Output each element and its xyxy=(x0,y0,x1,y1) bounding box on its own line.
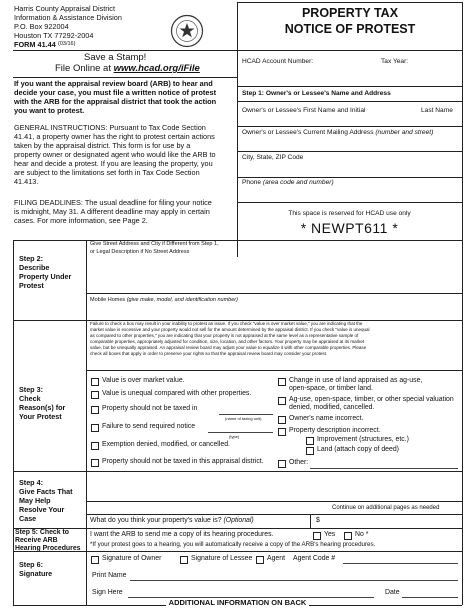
property-value-field[interactable] xyxy=(324,515,460,527)
option-description: Property description incorrect. xyxy=(289,427,381,434)
sign-here-label: Sign Here xyxy=(92,589,123,596)
type-note: (type) xyxy=(229,434,240,439)
signature-field[interactable] xyxy=(128,587,374,597)
continue-note: Continue on additional pages as needed xyxy=(332,505,440,511)
instructions-line-5: hear and decide a protest. If you are leasing the property, you xyxy=(14,159,213,168)
stamp-line-1: Save a Stamp! xyxy=(84,52,147,63)
stamp-line-2: File Online at www.hcad.org/iFile xyxy=(55,63,200,74)
checkbox-over-market-value[interactable] xyxy=(91,378,99,386)
step2-title-line-1: Step 2: xyxy=(19,254,43,263)
option-unequal: Value is unequal compared with other properties. xyxy=(102,390,252,397)
print-name-field[interactable] xyxy=(130,570,458,580)
step3-title-line-4: Your Protest xyxy=(19,412,62,421)
checkbox-no[interactable] xyxy=(344,532,352,540)
notice-line-3: as compared to other properties," you are indicating that your property is not appraised at the same level as a representative sample of xyxy=(90,333,359,338)
intro-line-3: with the ARB for the appraisal district that took the action xyxy=(14,97,217,106)
notice-type-field[interactable] xyxy=(208,422,273,432)
deadline-line-2: is midnight, May 31. A different deadline may apply in certain xyxy=(14,207,210,216)
role-lessee: Signature of Lessee xyxy=(191,555,253,562)
value-question: What do you think your property's value is? (Optional) xyxy=(90,517,254,524)
checkbox-other[interactable] xyxy=(278,460,286,468)
mailing-address-field[interactable] xyxy=(238,138,461,151)
step4-title-line-5: Case xyxy=(19,514,37,523)
checkbox-owner-name[interactable] xyxy=(278,416,286,424)
role-owner: Signature of Owner xyxy=(102,555,162,562)
option-special-valuation-line-2: denied, modified, cancelled. xyxy=(289,404,375,411)
step4-title-line-3: May Help xyxy=(19,496,51,505)
date-field[interactable] xyxy=(402,587,458,597)
mailing-address-label: Owner's or Lessee's Current Mailing Address (number and street) xyxy=(242,129,434,136)
option-change-in-use-line-2: open-space, or timber land. xyxy=(289,385,373,392)
step5-title-line-1: Step 5: Check to xyxy=(15,529,69,536)
phone-field[interactable] xyxy=(238,188,461,202)
step5-title-line-2: Receive ARB xyxy=(15,537,58,544)
agency-line-3: P.O. Box 922004 xyxy=(14,22,69,31)
deadline-line-1: FILING DEADLINES: The usual deadline for filing your notice xyxy=(14,198,212,207)
checkbox-exemption-denied[interactable] xyxy=(91,442,99,450)
form-title-line-2: NOTICE OF PROTEST xyxy=(284,22,416,36)
checkbox-failure-notice[interactable] xyxy=(91,424,99,432)
intro-line-4: you want to protest. xyxy=(14,106,85,115)
city-state-zip-field[interactable] xyxy=(238,163,461,177)
notice-line-5: value, but be unequally appraised. An appraisal review board may adjust your value to equalize it with other comparable properties. Please xyxy=(90,345,367,350)
intro-line-2: decide your case, you must file a written notice of protest xyxy=(14,88,217,97)
agency-line-2: Information & Assistance Division xyxy=(14,13,122,22)
option-yes: Yes xyxy=(324,531,336,538)
county-seal-icon xyxy=(170,14,204,48)
step1-title: Step 1: Owner's or Lessee's Name and Address xyxy=(242,90,391,97)
checkbox-not-taxed-in-district[interactable] xyxy=(91,459,99,467)
checkbox-special-valuation[interactable] xyxy=(278,397,286,405)
checkbox-change-in-use[interactable] xyxy=(278,378,286,386)
account-number-field[interactable] xyxy=(320,55,375,67)
taxing-unit-field[interactable] xyxy=(219,404,273,414)
step6-title-line-2: Signature xyxy=(19,569,53,578)
checkbox-not-taxed-in-unit[interactable] xyxy=(91,406,99,414)
last-name-label: Last Name xyxy=(421,107,453,114)
tax-year-field[interactable] xyxy=(412,55,460,67)
option-change-in-use-line-1: Change in use of land appraised as ag-use, xyxy=(289,377,423,384)
step2-title-line-3: Property Under xyxy=(19,272,72,281)
deadline-line-3: cases. For more information, see Page 2. xyxy=(14,216,148,225)
step4-title-line-4: Resolve Your xyxy=(19,505,65,514)
facts-field[interactable] xyxy=(88,473,460,501)
checkbox-agent[interactable] xyxy=(256,556,264,564)
instructions-line-4: property owner or designated agent who would like the ARB to xyxy=(14,150,216,159)
print-name-label: Print Name xyxy=(92,572,127,579)
option-improvement: Improvement (structures, etc.) xyxy=(317,436,409,443)
step2-title-line-4: Protest xyxy=(19,281,44,290)
account-number-label: HCAD Account Number: xyxy=(242,58,314,65)
notice-line-6: check all boxes that apply in order to preserve your rights so that the appraisal review board may consider your protest. xyxy=(90,351,328,356)
option-exemption-denied: Exemption denied, modified, or cancelled. xyxy=(102,441,230,448)
option-over-market-value: Value is over market value. xyxy=(102,377,185,384)
form-date: (03/16) xyxy=(58,41,76,47)
step6-title-line-1: Step 6: xyxy=(19,560,43,569)
first-name-label: Owner's or Lessee's First Name and Initial xyxy=(242,107,366,114)
checkbox-land[interactable] xyxy=(306,447,314,455)
notice-line-2: market value is excessive and your property would not sell for the amount determined by the appraisal district. If you check "value is unequal xyxy=(90,327,370,332)
step2-title-line-2: Describe xyxy=(19,263,50,272)
intro-line-1: If you want the appraisal review board (ARB) to hear and xyxy=(14,79,213,88)
taxing-unit-note: (name of taxing unit) xyxy=(225,416,262,421)
option-land: Land (attach copy of deed) xyxy=(317,446,399,453)
ifile-link[interactable]: www.hcad.org/iFile xyxy=(113,63,200,74)
hearing-procedures-note: *If your protest goes to a hearing, you will automatically receive a copy of the ARB's hearing procedures. xyxy=(90,541,376,548)
option-other: Other: xyxy=(289,459,309,466)
option-not-taxed-in-district: Property should not be taxed in this appraisal district. xyxy=(102,458,264,465)
agency-line-4: Houston TX 77292-2004 xyxy=(14,31,94,40)
other-reason-field[interactable] xyxy=(310,458,458,468)
option-failure-notice: Failure to send required notice xyxy=(102,423,196,430)
step3-title-line-3: Reason(s) for xyxy=(19,403,66,412)
address-note-line-1: Give Street Address and City if Different from Step 1, xyxy=(90,241,219,247)
step3-title-line-2: Check xyxy=(19,394,41,403)
agency-line-1: Harris County Appraisal District xyxy=(14,4,115,13)
mobile-home-field[interactable] xyxy=(88,305,460,319)
option-owner-name: Owner's name incorrect. xyxy=(289,415,364,422)
checkbox-signature-lessee[interactable] xyxy=(180,556,188,564)
owner-name-field[interactable] xyxy=(238,116,461,126)
instructions-line-6: are subject to the limitations set forth in Tax Code Section xyxy=(14,168,200,177)
tax-year-label: Tax Year: xyxy=(381,58,409,65)
footer-note: ADDITIONAL INFORMATION ON BACK xyxy=(13,599,462,607)
step4-title-line-1: Step 4: xyxy=(19,478,43,487)
hearing-procedures-question: I want the ARB to send me a copy of its hearing procedures. xyxy=(90,531,274,538)
city-state-zip-label: City, State, ZIP Code xyxy=(242,154,304,161)
checkbox-description[interactable] xyxy=(278,428,286,436)
form-title-line-1: PROPERTY TAX xyxy=(301,6,399,20)
option-not-taxed-in-unit: Property should not be taxed in xyxy=(102,405,198,412)
checkbox-improvement[interactable] xyxy=(306,437,314,445)
checkbox-unequal[interactable] xyxy=(91,391,99,399)
checkbox-signature-owner[interactable] xyxy=(91,556,99,564)
step5-title-line-3: Hearing Procedures xyxy=(15,545,81,552)
checkbox-yes[interactable] xyxy=(313,532,321,540)
phone-label: Phone (area code and number) xyxy=(242,179,334,186)
mobile-home-label: Mobile Homes (give make, model, and identification number) xyxy=(90,297,238,303)
address-note-line-2: or Legal Description if No Street Address xyxy=(90,249,190,255)
instructions-line-2: 41.41, a property owner has the right to protest certain actions xyxy=(14,132,215,141)
property-address-field[interactable] xyxy=(240,241,460,291)
agent-code-label: Agent Code # xyxy=(293,555,336,562)
agent-code-field[interactable] xyxy=(343,553,458,563)
hcad-code: * NEWPT611 * xyxy=(300,220,399,236)
form-number: FORM 41.44 xyxy=(14,40,56,49)
option-special-valuation-line-1: Ag-use, open-space, timber, or other special valuation xyxy=(289,396,454,403)
dollar-sign: $ xyxy=(316,517,320,524)
instructions-line-7: 41.413. xyxy=(14,177,39,186)
notice-line-1: Failure to check a box may result in your inability to protest an issue. If you check "value is over market value," you are indicating that the xyxy=(90,321,363,326)
option-no: No * xyxy=(355,531,369,538)
instructions-line-1: GENERAL INSTRUCTIONS: Pursuant to Tax Code Section xyxy=(14,123,206,132)
reserved-label: This space is reserved for HCAD use only xyxy=(288,210,411,217)
role-agent: Agent xyxy=(267,555,286,562)
notice-line-4: comparable properties, appropriately adjusted for condition, size, location, and other factors. Your property may be appraised at its market xyxy=(90,339,365,344)
instructions-line-3: taken by the appraisal district. This form is for use by a xyxy=(14,141,191,150)
step3-title-line-1: Step 3: xyxy=(19,385,43,394)
date-label: Date xyxy=(385,589,400,596)
step4-title-line-2: Give Facts That xyxy=(19,487,73,496)
